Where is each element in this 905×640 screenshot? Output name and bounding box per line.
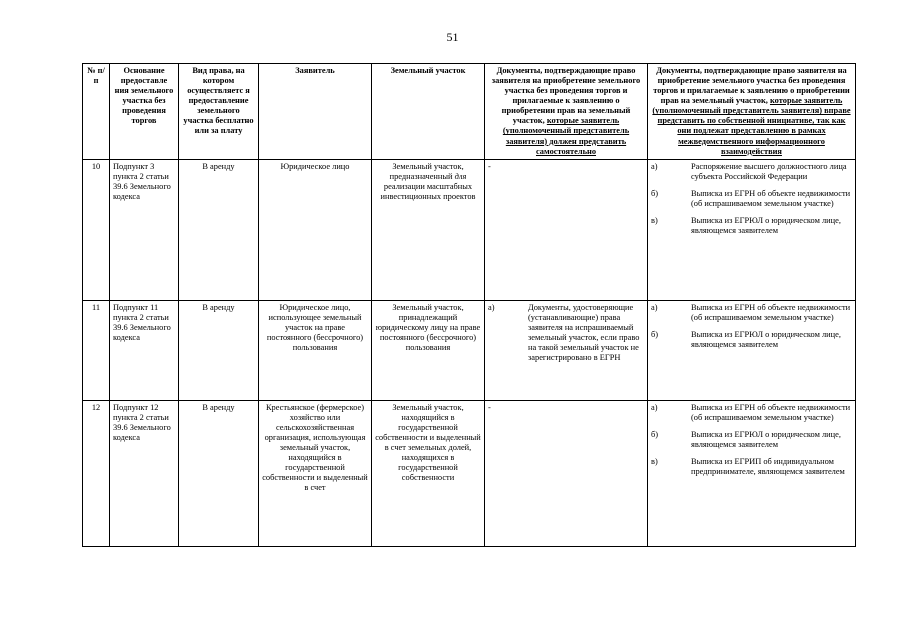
header-docs-required-underlined: которые заявитель (уполномоченный представитель заявителя) должен представить самостоятельно [502, 116, 630, 156]
row-applicant: Юридическое лицо [259, 159, 372, 300]
row-land-plot: Земельный участок, принадлежащий юридическому лицу на праве постоянного (бессрочного) пользования [372, 300, 485, 400]
table-header-row [83, 64, 856, 160]
row-applicant: Юридическое лицо, использующее земельный участок на праве постоянного (бессрочного) пользования [259, 300, 372, 400]
item-text: Выписка из ЕГРЮЛ о юридическом лице, являющемся заявителем [691, 429, 841, 449]
item-mark: в) [651, 216, 658, 226]
land-documents-table [82, 63, 856, 547]
header-docs-required-plain: Документы, подтверждающие право заявителя на приобретение земельного участка без проведения торгов и прилагаемые к заявлению о приобретении прав на земельный участок, [491, 66, 641, 126]
header-docs-required [485, 64, 648, 160]
item-mark: в) [651, 457, 658, 467]
row-number: 11 [83, 300, 110, 400]
item-text: Выписка из ЕГРН об объекте недвижимости (об испрашиваемом земельном участке) [691, 188, 851, 208]
row-land-plot-text: Земельный участок, предназначенный [389, 161, 464, 181]
row-basis: Подпункт 12 пункта 2 статьи 39.6 Земельного кодекса [110, 400, 179, 546]
list-item [651, 457, 852, 477]
list-item [651, 162, 852, 182]
list-item [651, 303, 852, 323]
list-item [651, 216, 852, 236]
row-basis: Подпункт 3 пункта 2 статьи 39.6 Земельного кодекса [110, 159, 179, 300]
item-text: Выписка из ЕГРН об объекте недвижимости (об испрашиваемом земельном участке) [691, 402, 851, 422]
row-docs-optional [648, 400, 856, 546]
row-right-type: В аренду [179, 400, 259, 546]
header-num: № п/п [83, 64, 110, 160]
header-plot: Земельный участок [372, 64, 485, 160]
item-mark: б) [651, 429, 659, 439]
row-docs-optional [648, 300, 856, 400]
row-docs-required [485, 300, 648, 400]
item-text: Выписка из ЕГРЮЛ о юридическом лице, являющемся заявителем [691, 216, 841, 236]
item-mark: а) [651, 161, 658, 171]
table-row [83, 300, 856, 400]
list-item [488, 303, 644, 363]
table-row [83, 400, 856, 546]
header-right: Вид права, на котором осуществляетс я предоставление земельного участка бесплатно или за плату [179, 64, 259, 160]
row-basis: Подпункт 11 пункта 2 статьи 39.6 Земельного кодекса [110, 300, 179, 400]
table-row [83, 159, 856, 300]
list-item [651, 403, 852, 423]
list-item [651, 430, 852, 450]
row-applicant: Крестьянское (фермерское) хозяйство или сельскохозяйственная организация, использующая земельный участок, находящийся в государственной собственности и выделенный в счет [259, 400, 372, 546]
item-mark: а) [488, 302, 495, 312]
header-docs-optional [648, 64, 856, 160]
row-right-type: В аренду [179, 159, 259, 300]
item-text: Распоряжение высшего должностного лица субъекта Российской Федерации [691, 161, 847, 181]
row-docs-optional [648, 159, 856, 300]
item-text: Выписка из ЕГРН об объекте недвижимости (об испрашиваемом земельном участке) [691, 302, 851, 322]
item-mark: а) [651, 402, 658, 412]
row-docs-required: - [485, 400, 648, 546]
row-number: 10 [83, 159, 110, 300]
header-docs-optional-plain: Документы, подтверждающие право заявителя на приобретение земельного участка без проведения торгов и прилагаемые к заявлению о приобретении прав на земельный участок, [653, 66, 850, 106]
item-text: Выписка из ЕГРЮЛ о юридическом лице, являющемся заявителем [691, 329, 841, 349]
row-land-plot-rest: реализации масштабных инвестиционных проектов [380, 181, 476, 201]
item-mark: а) [651, 302, 658, 312]
row-land-plot: Земельный участок, находящийся в государственной собственности и выделенный в счет земельных долей, находящихся в государственной собственности [372, 400, 485, 546]
row-right-type: В аренду [179, 300, 259, 400]
list-item [651, 330, 852, 350]
header-basis: Основание предоставле ния земельного участка без проведения торгов [110, 64, 179, 160]
row-docs-required: - [485, 159, 648, 300]
list-item [651, 189, 852, 209]
header-docs-optional-underlined: которые заявитель (уполномоченный представитель заявителя) вправе представить по собственной инициативе, так как они подлежат представлению в рамках межведомственного информационного взаимодействия [652, 96, 851, 156]
row-land-plot [372, 159, 485, 300]
page-number: 51 [446, 30, 459, 44]
row-land-plot-italic: для [454, 171, 467, 181]
item-text: Выписка из ЕГРИП об индивидуальном предпринимателе, являющемся заявителем [691, 457, 845, 477]
item-mark: б) [651, 188, 659, 198]
item-text: Документы, удостоверяющие (устанавливающие) права заявителя на испрашиваемый земельный участок, если право на такой земельный участок не зарегистрировано в ЕГРН [528, 302, 640, 363]
row-number: 12 [83, 400, 110, 546]
item-mark: б) [651, 329, 659, 339]
header-applicant: Заявитель [259, 64, 372, 160]
